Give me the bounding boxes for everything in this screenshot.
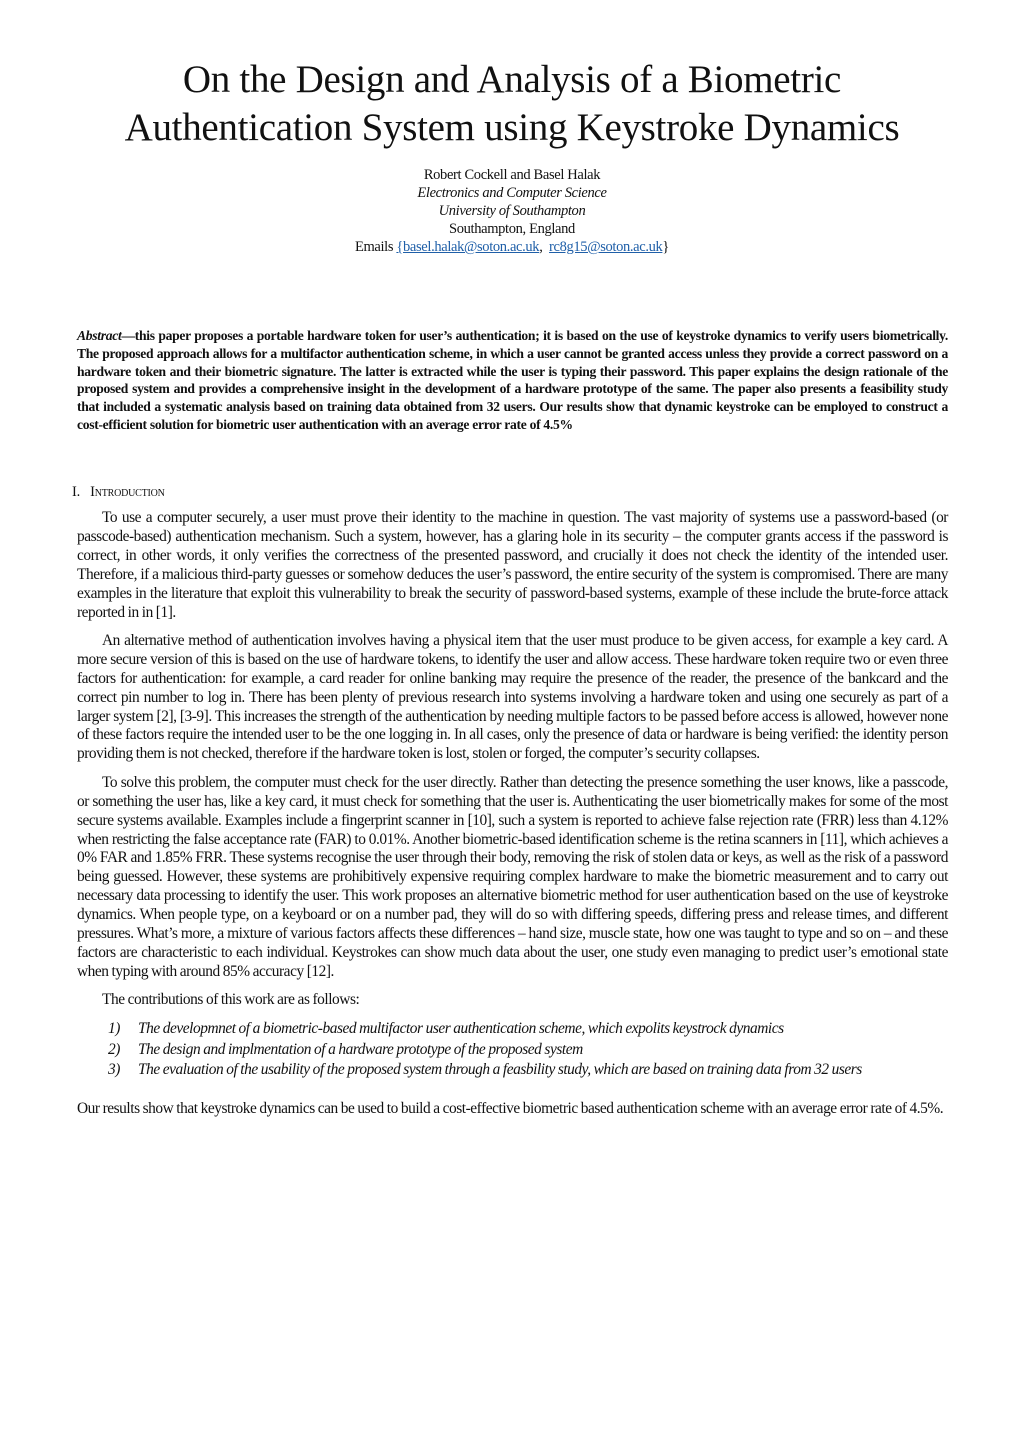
- author-block: [0, 166, 1024, 256]
- emails-label: Emails: [354, 239, 397, 255]
- paragraph: To solve this problem, the computer must check for the user directly. Rather than detecting the presence something the user knows, like a passcode, or something the user has, like a key card, it must check for something that the user is. Authenticating the user biometrically makes for some of the most secure systems available. Examples include a fingerprint scanner in [10], such a system is reported to achieve false rejection rate (FRR) less than 4.12% when restricting the false acceptance rate (FAR) to 0.01%. Another biometric-based identification scheme is the retina scanners in [11], which achieves a 0% FAR and 1.85% FRR. These systems recognise the user through their body, removing the risk of stolen data or keys, as well as the risk of a password being guessed. However, these systems are prohibitively expensive requiring complex hardware to make the biometric measurement and to carry out necessary data processing to identify the user. This work proposes an alternative biometric method for user authentication based on the use of keystroke dynamics. When people type, on a keyboard or on a number pad, they will do so with differing speeds, differing press and release times, and different pressures. What’s more, a mixture of various factors affects these differences – hand size, muscle state, how one was taught to type and so on – and these factors are characteristic to each individual. Keystrokes can show much data about the user, one study even managing to predict user’s emotional state when typing with around 85% accuracy [12].: [77, 773, 948, 980]
- abstract: [77, 327, 948, 434]
- paragraph: The contributions of this work are as follows:: [102, 991, 360, 1009]
- title-line-2: Authentication System using Keystroke Dynamics: [124, 106, 900, 149]
- list-item: 3) The evaluation of the usability of the proposed system through a feasbility study, which are based on training data from 32 users: [108, 1061, 862, 1079]
- list-item: 2) The design and implmentation of a hardware prototype of the proposed system: [108, 1040, 583, 1058]
- paragraph: An alternative method of authentication involves having a physical item that the user must produce to be given access, for example a key card. A more secure version of this is based on the use of hardware tokens, to identify the user and allow access. These hardware token require two or even three factors for authentication: for example, a card reader for online banking may require the presence of the reader, the presence of the bankcard and the correct pin number to log in. There has been plenty of previous research into systems involving a hardware token and using one securely as part of a larger system [2], [3-9]. This increases the strength of the authentication by needing multiple factors to be passed before access is allowed, however none of these factors require the intended user to be the one logging in. In all cases, only the presence of data or hardware is being verified: the identity person providing them is not checked, therefore if the hardware token is lost, stolen or forged, the computer’s security collapses.: [77, 631, 948, 763]
- author-university: University of Southampton: [438, 203, 586, 219]
- list-item: 1) The developmnet of a biometric-based multifactor user authentication scheme, which expolits keystrock dynamics: [108, 1019, 784, 1037]
- conclusion-paragraph: Our results show that keystroke dynamics can be used to build a cost-effective biometric based authentication scheme with an average error rate of 4.5%.: [77, 1100, 944, 1118]
- section-title: Introduction: [90, 484, 165, 500]
- introduction-body: [77, 509, 948, 1129]
- section-number: I.: [72, 484, 81, 500]
- author-emails: [0, 238, 1024, 256]
- author-names: Robert Cockell and Basel Halak: [423, 167, 601, 183]
- contributions-list: [77, 1020, 948, 1081]
- email-separator: ,: [539, 239, 550, 255]
- section-heading: [72, 484, 165, 501]
- title-line-1: On the Design and Analysis of a Biometric: [182, 58, 842, 101]
- author-location: Southampton, England: [449, 221, 575, 237]
- paper-title: [0, 56, 1024, 152]
- abstract-label: Abstract: [77, 328, 122, 343]
- email-link-halak[interactable]: {basel.halak@soton.ac.uk: [396, 239, 540, 255]
- brace-close: }: [662, 239, 670, 255]
- author-department: Electronics and Computer Science: [417, 185, 607, 201]
- paragraph: To use a computer securely, a user must prove their identity to the machine in question. The vast majority of systems use a password-based (or passcode-based) authentication mechanism. Such a system, however, has a glaring hole in its security – the computer grants access if the password is correct, in other words, it only verifies the correctness of the presented password, and crucially it does not check the identity of the intended user. Therefore, if a malicious third-party guesses or somehow deduces the user’s password, the entire security of the system is compromised. There are many examples in the literature that exploit this vulnerability to break the security of password-based systems, example of these include the brute-force attack reported in in [1].: [77, 509, 948, 621]
- email-link-cockell[interactable]: rc8g15@soton.ac.uk: [549, 239, 663, 255]
- abstract-text: —this paper proposes a portable hardware token for user’s authentication; it is based on the use of keystroke dynamics to verify users biometrically. The proposed approach allows for a multifactor authentication scheme, in which a user cannot be granted access unless they provide a correct password on a hardware token and their biometric signature. The latter is extracted while the user is typing their password. This paper explains the design rationale of the proposed system and provides a comprehensive insight in the development of a hardware prototype of the same. The paper also presents a feasibility study that included a systematic analysis based on training data obtained from 32 users. Our results show that dynamic keystroke can be employed to construct a cost-efficient solution for biometric user authentication with an average error rate of 4.5%: [77, 328, 948, 432]
